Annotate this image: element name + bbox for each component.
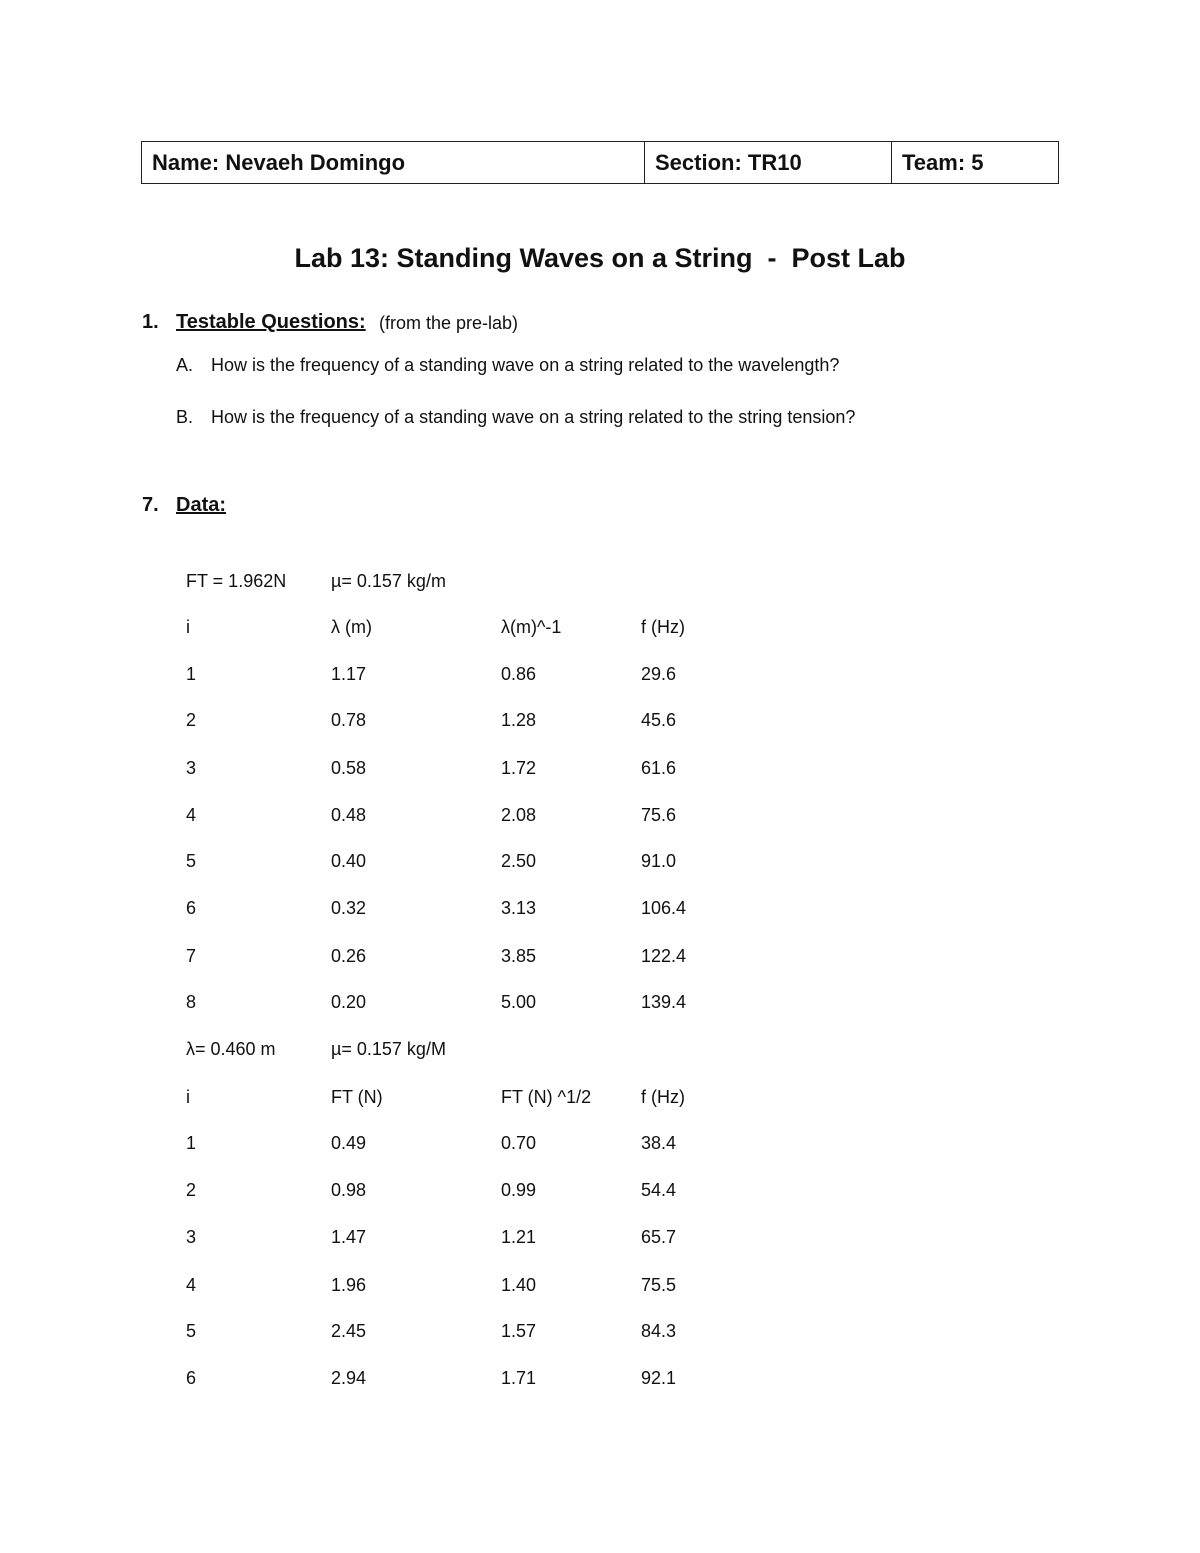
- table-cell: 5.00: [501, 992, 537, 1012]
- table2-header: i: [186, 1087, 190, 1107]
- section-7-number: 7.: [142, 494, 159, 516]
- table2-param-density: µ= 0.157 kg/M: [331, 1039, 446, 1059]
- section-1-note: (from the pre-lab): [379, 313, 519, 333]
- table-cell: 0.99: [501, 1180, 537, 1200]
- table-cell: 8: [186, 992, 197, 1012]
- table1-header: f (Hz): [641, 617, 685, 637]
- table-cell: 1.72: [501, 758, 537, 778]
- table-cell: 1.40: [501, 1275, 537, 1295]
- table-cell: 1: [186, 1133, 197, 1153]
- header-table: [141, 141, 1059, 184]
- table-cell: 29.6: [641, 664, 677, 684]
- section-1-number: 1.: [142, 311, 159, 333]
- table-cell: 1.71: [501, 1368, 537, 1388]
- question-a-letter: A.: [176, 355, 194, 375]
- table2-header: f (Hz): [641, 1087, 685, 1107]
- table-cell: 6: [186, 1368, 197, 1388]
- table-cell: 0.26: [331, 946, 367, 966]
- table-cell: 1.21: [501, 1227, 537, 1247]
- table-cell: 75.5: [641, 1275, 677, 1295]
- table-cell: 7: [186, 946, 197, 966]
- table-cell: 3: [186, 758, 197, 778]
- table-cell: 0.78: [331, 710, 367, 730]
- table-cell: 5: [186, 851, 197, 871]
- table-cell: 0.40: [331, 851, 367, 871]
- table-cell: 45.6: [641, 710, 677, 730]
- table2-header: FT (N) ^1/2: [501, 1087, 592, 1107]
- table-cell: 0.86: [501, 664, 537, 684]
- table-cell: 122.4: [641, 946, 687, 966]
- table-cell: 2.08: [501, 805, 537, 825]
- table-cell: 1.28: [501, 710, 537, 730]
- student-name: Name: Nevaeh Domingo: [142, 142, 645, 184]
- table1-param-density: µ= 0.157 kg/m: [331, 571, 446, 591]
- table-cell: 91.0: [641, 851, 677, 871]
- question-a-text: How is the frequency of a standing wave on a string related to the wavelength?: [211, 355, 840, 375]
- page-title: Lab 13: Standing Waves on a String - Post Lab: [294, 243, 906, 273]
- table-cell: 1: [186, 664, 197, 684]
- table-cell: 5: [186, 1321, 197, 1341]
- table-cell: 3: [186, 1227, 197, 1247]
- table-cell: 75.6: [641, 805, 677, 825]
- table-cell: 2.45: [331, 1321, 367, 1341]
- section-7-title: Data:: [176, 494, 227, 516]
- table-cell: 3.85: [501, 946, 537, 966]
- table-cell: 4: [186, 805, 197, 825]
- table-cell: 61.6: [641, 758, 677, 778]
- table-cell: 54.4: [641, 1180, 677, 1200]
- table-cell: 0.58: [331, 758, 367, 778]
- lab-section: Section: TR10: [645, 142, 892, 184]
- table-cell: 65.7: [641, 1227, 677, 1247]
- table-cell: 1.96: [331, 1275, 367, 1295]
- table-cell: 92.1: [641, 1368, 677, 1388]
- table-cell: 6: [186, 898, 197, 918]
- table-cell: 0.48: [331, 805, 367, 825]
- question-b-letter: B.: [176, 407, 194, 427]
- table-cell: 1.17: [331, 664, 367, 684]
- table-cell: 2: [186, 1180, 197, 1200]
- table2-header: FT (N): [331, 1087, 383, 1107]
- question-b-text: How is the frequency of a standing wave on a string related to the string tension?: [211, 407, 856, 427]
- table-cell: 2: [186, 710, 197, 730]
- table-cell: 0.98: [331, 1180, 367, 1200]
- table-cell: 2.50: [501, 851, 537, 871]
- table-cell: 0.49: [331, 1133, 367, 1153]
- table-cell: 1.57: [501, 1321, 537, 1341]
- table-cell: 4: [186, 1275, 197, 1295]
- table-cell: 3.13: [501, 898, 537, 918]
- table-cell: 139.4: [641, 992, 687, 1012]
- table-cell: 106.4: [641, 898, 687, 918]
- table-cell: 0.70: [501, 1133, 537, 1153]
- section-1-title: Testable Questions:: [176, 311, 366, 333]
- table-cell: 0.20: [331, 992, 367, 1012]
- table-cell: 84.3: [641, 1321, 677, 1341]
- team-number: Team: 5: [892, 142, 1059, 184]
- table-cell: 0.32: [331, 898, 367, 918]
- table1-header: λ(m)^-1: [501, 617, 562, 637]
- header-row: [142, 142, 1059, 184]
- table1-header: i: [186, 617, 190, 637]
- table-cell: 2.94: [331, 1368, 367, 1388]
- table-cell: 38.4: [641, 1133, 677, 1153]
- table1-header: λ (m): [331, 617, 372, 637]
- table-cell: 1.47: [331, 1227, 367, 1247]
- table1-param-tension: FT = 1.962N: [186, 571, 287, 591]
- table2-param-wavelength: λ= 0.460 m: [186, 1039, 276, 1059]
